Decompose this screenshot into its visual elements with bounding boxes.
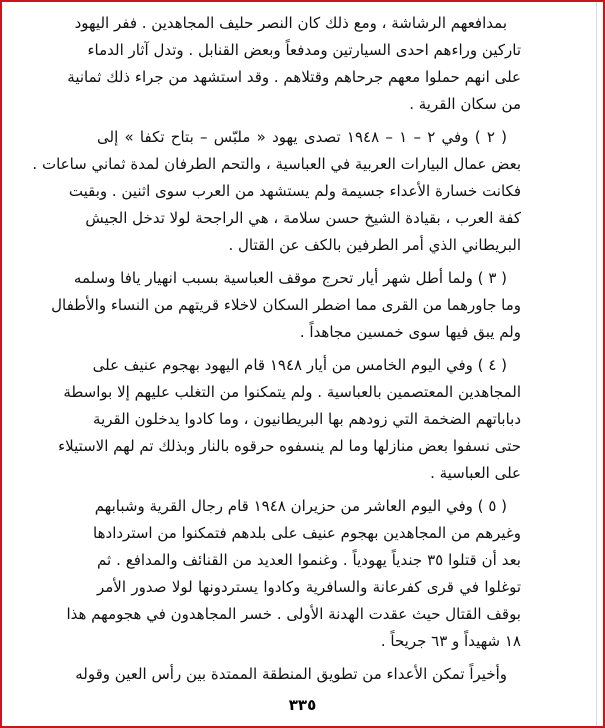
text-line: على انهم حملوا معهم جرحاهم وقتلاهم . وقد استشهد من جراء ذلك ثمانية <box>67 68 521 86</box>
text-line: كفة العرب ، بقيادة الشيخ حسن سلامة ، هي الراجحة لولا تدخل الجيش <box>85 209 521 227</box>
text-line: ( ٣ ) ولما أطل شهر أيار تحرج موقف العباسية بسبب انهيار يافا وسلمه <box>73 269 507 287</box>
text-line: فكانت خسارة الأعداء جسيمة ولم يستشهد من العرب سوى اثنين . وبقيت <box>68 182 521 200</box>
text-line: وغيرهم من المجاهدين بهجوم عنيف على بلدهم فتمكنوا من استردادها <box>93 524 521 542</box>
text-line: بعد أن قتلوا ٣٥ جندياً يهودياً . وغنموا العديد من القنائف والمدافع . ثم <box>97 551 521 569</box>
text-line: ١٨ شهيداً و ٦٣ جريحاً . <box>380 632 521 650</box>
text-line: البريطاني الذي أمر الطرفين بالكف عن القتال . <box>228 236 521 254</box>
paragraph <box>32 124 521 259</box>
text-line: حتى نسفوا بعض منازلها وما لم ينسفوه حرقوه بالنار وبذلك تم لهم الاستيلاء <box>58 437 521 455</box>
body-text <box>32 10 521 694</box>
text-line: بعض عمال البيارات العربية في العباسية ، والتحم الطرفان لمدة ثماني ساعات . <box>32 155 521 173</box>
text-line: ولم يبق فيها سوى خمسين مجاهداً . <box>299 323 521 341</box>
paragraph <box>67 10 521 118</box>
text-line: ( ٤ ) وفي اليوم الخامس من أيار ١٩٤٨ قام اليهود بهجوم عنيف على <box>92 356 507 374</box>
paragraph <box>66 493 521 655</box>
text-line: المجاهدين المعتصمين بالعباسية . ولم يتمكنوا من التغلب عليهم إلا بواسطة <box>63 383 521 401</box>
text-line: ( ٢ ) وفي ٢ – ١ – ١٩٤٨ تصدى يهود « ملبّس – بتاح تكفا » إلى <box>97 128 507 146</box>
page-edge-divider <box>596 2 597 726</box>
paragraph <box>75 661 521 688</box>
text-line: بوقف القتال حيث عقدت الهدنة الأولى . خسر المجاهدون في هجومهم هذا <box>66 605 521 623</box>
text-line: ( ٥ ) وفي اليوم العاشر من حزيران ١٩٤٨ قام رجال القرية وشبابهم <box>94 497 507 515</box>
text-line: وأخيراً تمكن الأعداء من تطويق المنطقة الممتدة بين رأس العين وقوله <box>75 665 507 683</box>
text-line: تاركين وراءهم احدى السيارتين ومدفعاً وبعض القنابل . وتدل آثار الدماء <box>87 41 521 59</box>
text-line: بمدافعهم الرشاشة ، ومع ذلك كان النصر حليف المجاهدين . ففر اليهود <box>74 14 507 32</box>
text-line: من سكان القرية . <box>409 95 521 113</box>
text-line: وما جاورهما من القرى مما اضطر السكان لاخلاء قريتهم من النساء والأطفال <box>51 296 521 314</box>
text-line: على العباسية . <box>430 464 521 482</box>
text-line: توغلوا في قرى كفرعانة والسافرية وكادوا يستردونها لولا صدور الأمر <box>97 578 521 596</box>
paragraph <box>58 352 521 487</box>
text-line: دباباتهم الضخمة التي زودهم بها البريطانيون ، وما كادوا يدخلون القرية <box>93 410 521 428</box>
page-number: ٣٣٥ <box>288 696 317 714</box>
paragraph <box>51 265 521 346</box>
